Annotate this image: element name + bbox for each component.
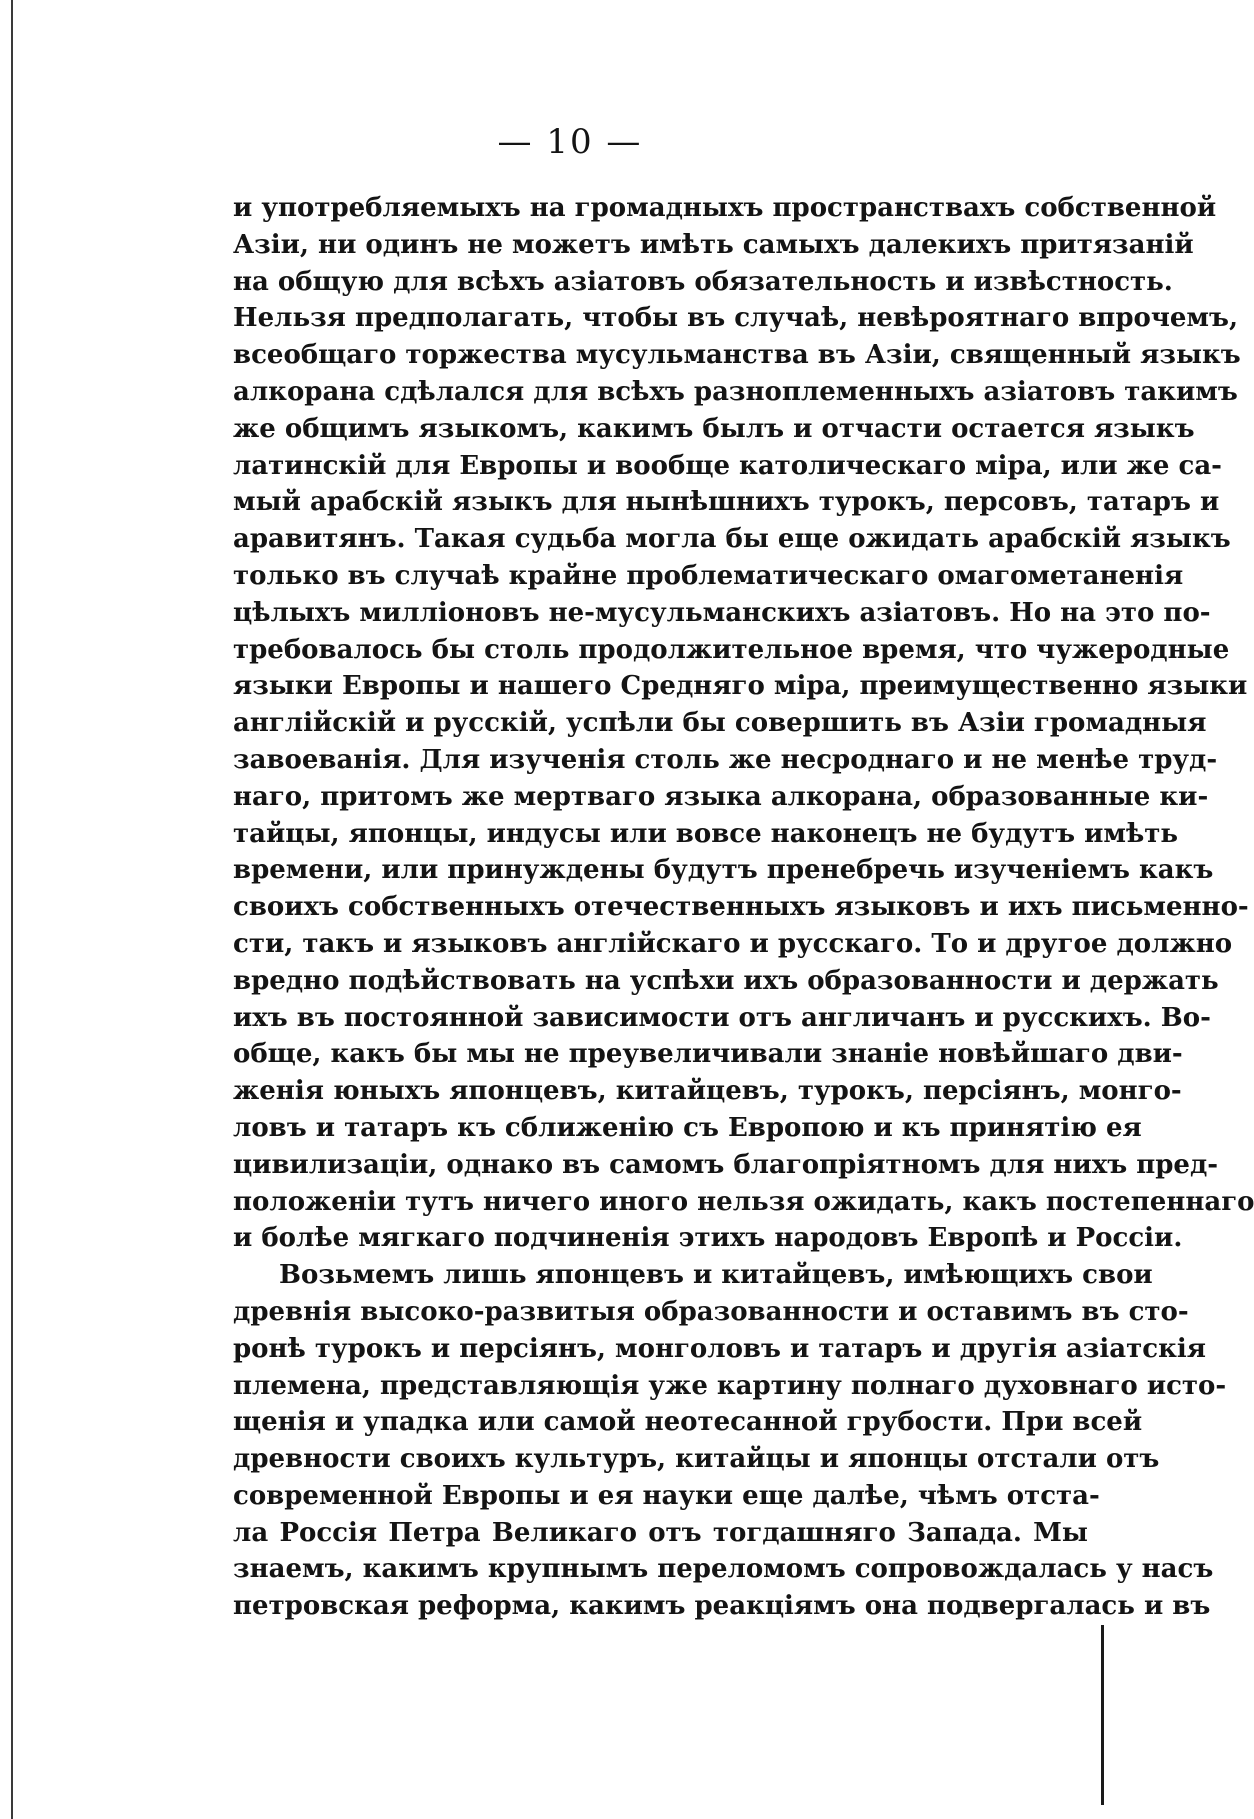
- text-line: своихъ собственныхъ отечественныхъ языковъ и ихъ письменно-: [233, 892, 1249, 923]
- text-line: тайцы, японцы, индусы или вовсе наконецъ не будутъ имѣть: [233, 818, 1179, 849]
- text-line: женія юныхъ японцевъ, китайцевъ, турокъ, персіянъ, монго-: [233, 1076, 1182, 1107]
- text-line: цѣлыхъ милліоновъ не-мусульманскихъ азіатовъ. Но на это по-: [233, 597, 1211, 628]
- text-line: Возьмемъ лишь японцевъ и китайцевъ, имѣющихъ свои: [279, 1260, 1153, 1291]
- text-line: современной Европы и ея науки еще далѣе, чѣмъ отста-: [233, 1480, 1100, 1511]
- text-line: языки Европы и нашего Средняго міра, преимущественно языки: [233, 671, 1248, 702]
- text-line: только въ случаѣ крайне проблематическаго омагометаненія: [233, 560, 1184, 591]
- text-line: Азіи, ни одинъ не можетъ имѣть самыхъ далекихъ притязаній: [233, 229, 1194, 260]
- scan-edge-mark: [1101, 1625, 1104, 1805]
- text-line: завоеванія. Для изученія столь же несроднаго и не менѣе труд-: [233, 744, 1218, 775]
- text-line: ихъ въ постоянной зависимости отъ англичанъ и русскихъ. Во-: [233, 1002, 1211, 1033]
- paragraph-1: [233, 190, 1254, 1257]
- text-line: ла Россія Петра Великаго отъ тогдашняго Запада. Мы: [233, 1517, 1088, 1548]
- text-line: и употребляемыхъ на громадныхъ пространствахъ собственной: [233, 193, 1217, 223]
- text-line: вредно подѣйствовать на успѣхи ихъ образованности и держать: [233, 965, 1219, 996]
- body-text: [233, 190, 1254, 1625]
- text-line: требовалось бы столь продолжительное время, что чужеродные: [233, 634, 1230, 665]
- text-line: наго, притомъ же мертваго языка алкорана, образованные ки-: [233, 781, 1209, 812]
- scan-margin-rule: [11, 0, 13, 1819]
- text-line: всеобщаго торжества мусульманства въ Азіи, священный языкъ: [233, 340, 1241, 371]
- text-line: ловъ и татаръ къ сближенію съ Европою и къ принятію ея: [233, 1112, 1142, 1143]
- text-line: англійскій и русскій, успѣли бы совершить въ Азіи громадныя: [233, 708, 1207, 739]
- text-line: цивилизаціи, однако въ самомъ благопріятномъ для нихъ пред-: [233, 1149, 1219, 1180]
- text-line: петровская реформа, какимъ реакціямъ она подвергалась и въ: [233, 1591, 1211, 1622]
- text-line: времени, или принуждены будутъ пренебречь изученіемъ какъ: [233, 855, 1214, 886]
- text-line: положеніи тутъ ничего иного нельзя ожидать, какъ постепеннаго: [233, 1186, 1254, 1217]
- text-line: мый арабскій языкъ для нынѣшнихъ турокъ, персовъ, татаръ и: [233, 487, 1220, 518]
- text-line: и болѣе мягкаго подчиненія этихъ народовъ Европѣ и Россіи.: [233, 1223, 1183, 1254]
- text-line: на общую для всѣхъ азіатовъ обязательность и извѣстность.: [233, 266, 1173, 297]
- page-number: — 10 —: [497, 122, 643, 162]
- text-line: же общимъ языкомъ, какимъ былъ и отчасти остается языкъ: [233, 413, 1195, 444]
- paragraph-2: [233, 1257, 1227, 1625]
- text-line: древности своихъ культуръ, китайцы и японцы отстали отъ: [233, 1444, 1160, 1475]
- text-line: аравитянъ. Такая судьба могла бы еще ожидать арабскій языкъ: [233, 524, 1231, 555]
- text-line: обще, какъ бы мы не преувеличивали знаніе новѣйшаго дви-: [233, 1039, 1183, 1070]
- text-line: племена, представляющія уже картину полнаго духовнаго исто-: [233, 1370, 1227, 1401]
- text-line: алкорана сдѣлался для всѣхъ разноплеменныхъ азіатовъ такимъ: [233, 376, 1238, 407]
- text-line: сти, такъ и языковъ англійскаго и русскаго. То и другое должно: [233, 928, 1233, 959]
- text-line: знаемъ, какимъ крупнымъ переломомъ сопровождалась у насъ: [233, 1554, 1214, 1585]
- text-line: ронѣ турокъ и персіянъ, монголовъ и татаръ и другія азіатскія: [233, 1333, 1206, 1364]
- text-line: древнія высоко-развитыя образованности и оставимъ въ сто-: [233, 1296, 1189, 1327]
- text-line: щенія и упадка или самой неотесанной грубости. При всей: [233, 1407, 1143, 1438]
- text-line: латинскій для Европы и вообще католическаго міра, или же са-: [233, 450, 1222, 481]
- text-line: Нельзя предполагать, чтобы въ случаѣ, невѣроятнаго впрочемъ,: [233, 303, 1239, 334]
